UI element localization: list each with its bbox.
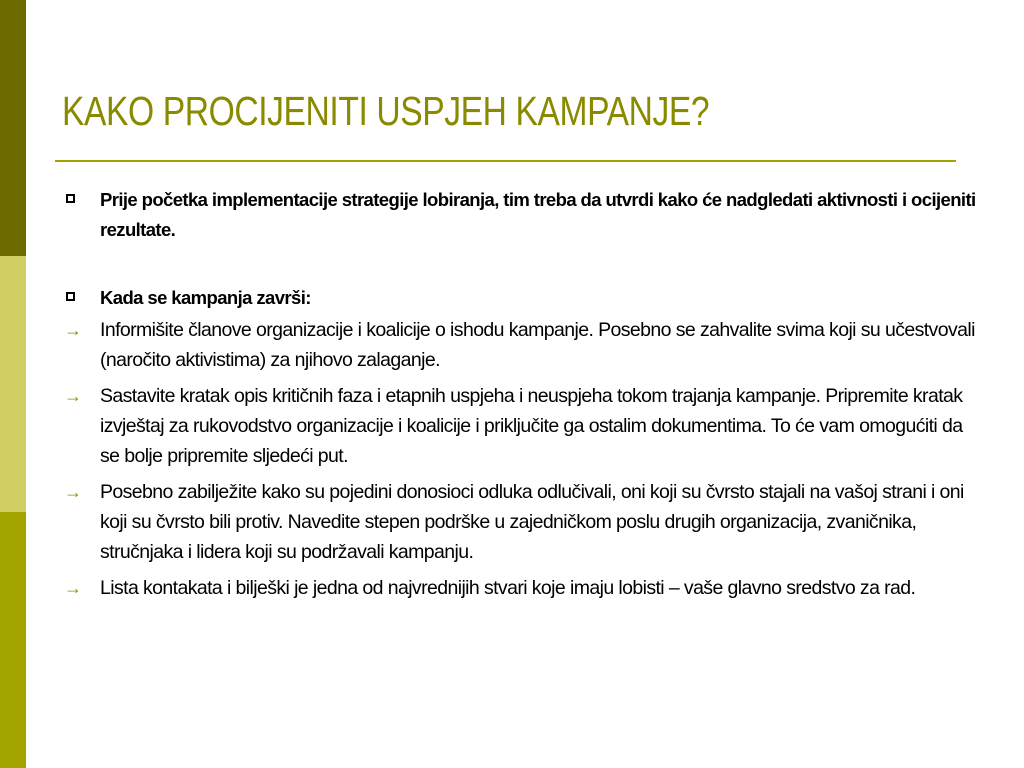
list-item — [62, 573, 982, 603]
list-item — [62, 283, 982, 313]
list-item — [62, 315, 982, 375]
arrow-bullet-icon: → — [64, 320, 82, 340]
list-item-text: Lista kontakata i bilješki je jedna od najvrednijih stvari koje imaju lobisti – vaše glavno sredstvo za rad. — [100, 577, 916, 599]
sidebar-band-top — [0, 0, 26, 256]
slide-title: KAKO PROCIJENITI USPJEH KAMPANJE? — [62, 88, 710, 134]
list-item-text: Prije početka implementacije strategije lobiranja, tim treba da utvrdi kako će nadgledati aktivnosti i ocijeniti rezultate. — [100, 189, 976, 240]
slide-content — [62, 185, 982, 603]
sidebar-band-middle — [0, 256, 26, 512]
list-item — [62, 477, 982, 567]
decorative-sidebar — [0, 0, 26, 768]
list-item — [62, 381, 982, 471]
arrow-bullet-icon: → — [64, 482, 82, 502]
list-item — [62, 185, 982, 245]
list-item-text: Posebno zabilježite kako su pojedini donosioci odluka odlučivali, oni koji su čvrsto stajali na vašoj strani i oni koji su čvrsto bili protiv. Navedite stepen podrške u zajedničkom poslu drugih organizacija, zvaničnika, stručnjaka i lidera koji su podržavali kampanju. — [100, 481, 964, 563]
square-bullet-icon — [66, 292, 75, 301]
list-item-text: Kada se kampanja završi: — [100, 287, 311, 308]
list-item-text: Informišite članove organizacije i koalicije o ishodu kampanje. Posebno se zahvalite svima koji su učestvovali (naročito aktivistima) za njihovo zalaganje. — [100, 319, 975, 371]
square-bullet-icon — [66, 194, 75, 203]
title-divider — [55, 160, 956, 162]
arrow-bullet-icon: → — [64, 578, 82, 598]
arrow-bullet-icon: → — [64, 386, 82, 406]
list-item-text: Sastavite kratak opis kritičnih faza i etapnih uspjeha i neuspjeha tokom trajanja kampanje. Pripremite kratak izvještaj za rukovodstvo organizacije i koalicije i priključite ga ostalim dokumentima. To će vam omogućiti da se bolje pripremite sljedeći put. — [100, 385, 963, 467]
sidebar-band-bottom — [0, 512, 26, 768]
